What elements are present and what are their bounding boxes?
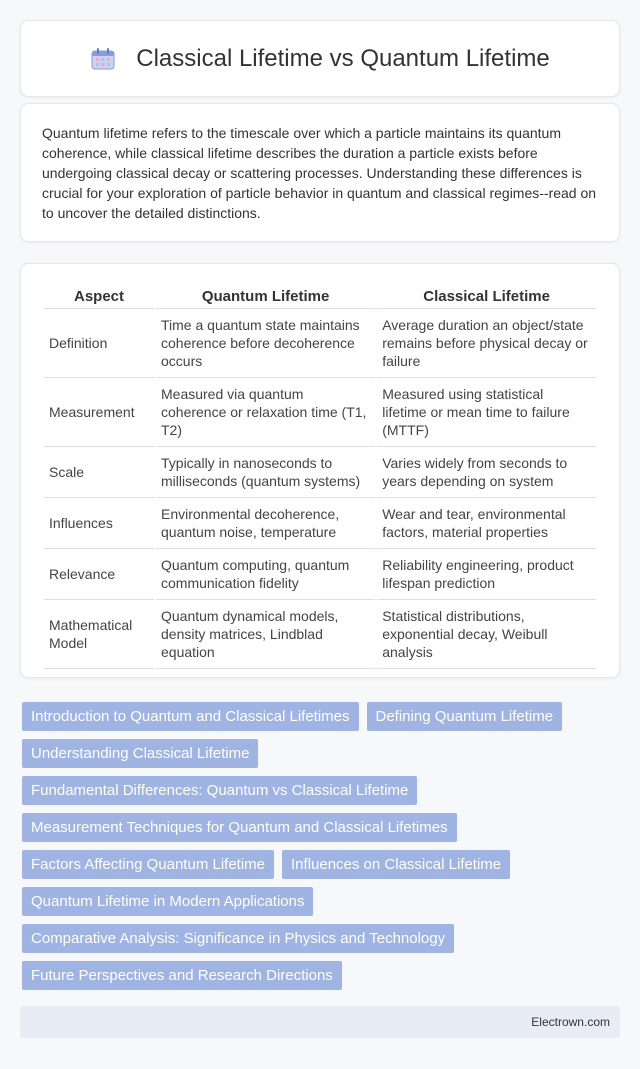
tag-link[interactable]: Quantum Lifetime in Modern Applications — [22, 887, 313, 916]
row-classical: Wear and tear, environmental factors, material properties — [377, 498, 596, 549]
row-quantum: Environmental decoherence, quantum noise, temperature — [156, 498, 375, 549]
row-quantum: Quantum computing, quantum communication fidelity — [156, 549, 375, 600]
row-classical: Measured using statistical lifetime or mean time to failure (MTTF) — [377, 378, 596, 447]
row-aspect: Definition — [44, 309, 154, 378]
tag-link[interactable]: Introduction to Quantum and Classical Lifetimes — [22, 702, 359, 731]
intro-card — [20, 103, 620, 242]
row-aspect: Influences — [44, 498, 154, 549]
row-aspect: Relevance — [44, 549, 154, 600]
tag-row — [22, 702, 622, 731]
table-row — [44, 498, 596, 549]
table-row — [44, 447, 596, 498]
tag-link[interactable]: Fundamental Differences: Quantum vs Classical Lifetime — [22, 776, 417, 805]
comparison-table-card — [20, 263, 620, 678]
row-aspect: Measurement — [44, 378, 154, 447]
tag-row — [22, 961, 622, 990]
row-quantum: Typically in nanoseconds to milliseconds (quantum systems) — [156, 447, 375, 498]
row-quantum: Measured via quantum coherence or relaxation time (T1, T2) — [156, 378, 375, 447]
table-row — [44, 549, 596, 600]
footer — [20, 1006, 620, 1038]
page-title: Classical Lifetime vs Quantum Lifetime — [136, 44, 550, 72]
title-row — [90, 45, 549, 73]
row-quantum: Quantum dynamical models, density matrices, Lindblad equation — [156, 600, 375, 669]
tag-link[interactable]: Defining Quantum Lifetime — [367, 702, 563, 731]
tag-row — [22, 739, 622, 768]
tag-row — [22, 850, 622, 879]
tag-link[interactable]: Measurement Techniques for Quantum and Classical Lifetimes — [22, 813, 457, 842]
calendar-icon — [90, 47, 116, 71]
tag-link[interactable]: Comparative Analysis: Significance in Physics and Technology — [22, 924, 454, 953]
tag-row — [22, 924, 622, 953]
tag-row — [22, 776, 622, 805]
row-classical: Varies widely from seconds to years depending on system — [377, 447, 596, 498]
table-row — [44, 309, 596, 378]
row-aspect: Scale — [44, 447, 154, 498]
tag-link[interactable]: Understanding Classical Lifetime — [22, 739, 258, 768]
tag-link[interactable]: Factors Affecting Quantum Lifetime — [22, 850, 274, 879]
row-aspect: Mathematical Model — [44, 600, 154, 669]
comparison-table — [42, 283, 598, 669]
table-row — [44, 378, 596, 447]
header-aspect: Aspect — [44, 283, 154, 309]
footer-site-name: Electrown.com — [531, 1015, 610, 1029]
table-row — [44, 600, 596, 669]
topic-tags — [22, 702, 622, 998]
row-classical: Average duration an object/state remains before physical decay or failure — [377, 309, 596, 378]
intro-text: Quantum lifetime refers to the timescale over which a particle maintains its quantum coherence, while classical lifetime describes the duration a particle exists before undergoing classical decay or scattering processes. Understanding these differences is crucial for your exploration of particle behavior in quantum and classical regimes--read on to uncover the detailed distinctions. — [42, 125, 597, 221]
tag-row — [22, 813, 622, 842]
header-quantum-lifetime: Quantum Lifetime — [156, 283, 375, 309]
row-classical: Statistical distributions, exponential decay, Weibull analysis — [377, 600, 596, 669]
title-card — [20, 20, 620, 97]
row-quantum: Time a quantum state maintains coherence before decoherence occurs — [156, 309, 375, 378]
tag-row — [22, 887, 622, 916]
tag-link[interactable]: Influences on Classical Lifetime — [282, 850, 510, 879]
tag-link[interactable]: Future Perspectives and Research Directions — [22, 961, 342, 990]
header-classical-lifetime: Classical Lifetime — [377, 283, 596, 309]
row-classical: Reliability engineering, product lifespan prediction — [377, 549, 596, 600]
table-header-row — [44, 283, 596, 309]
